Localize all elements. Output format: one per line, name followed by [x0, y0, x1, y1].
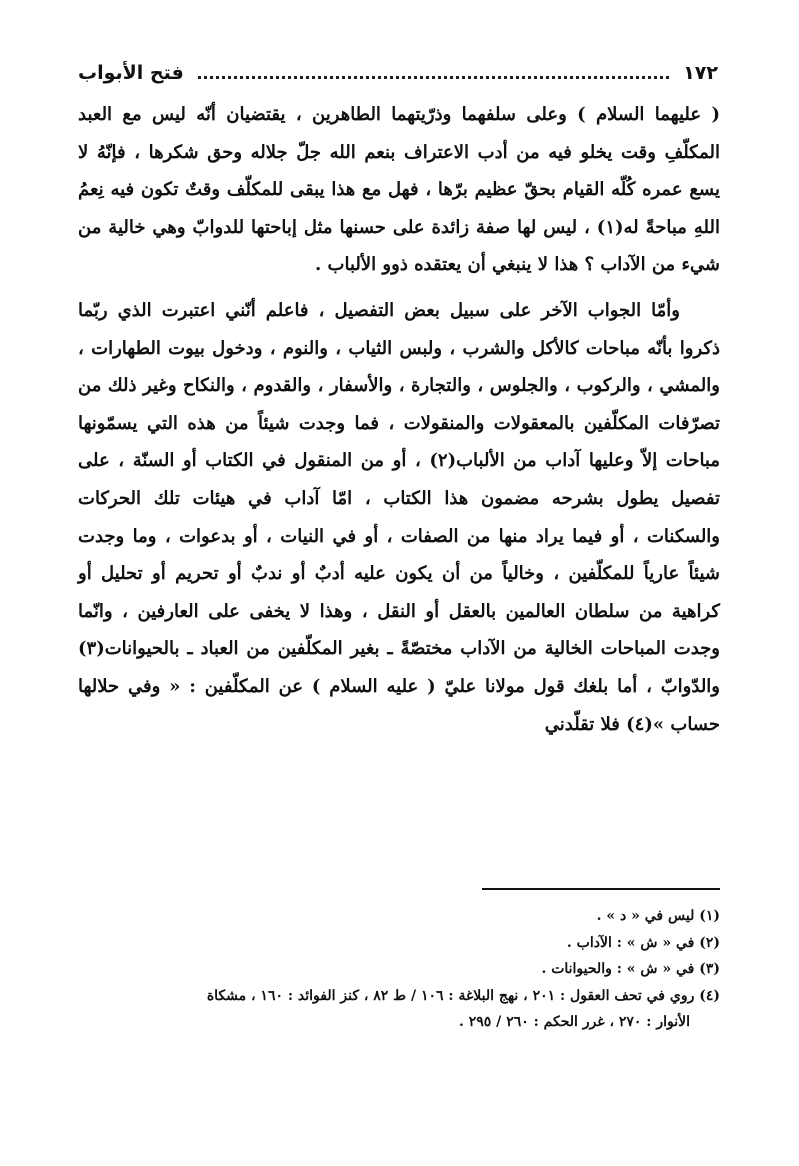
- footnote-separator: [482, 888, 720, 890]
- page-number: ١٧٢: [683, 62, 718, 84]
- footnote-continuation: الأنوار : ٢٧٠ ، غرر الحكم : ٢٦٠ / ٢٩٥ .: [459, 1014, 690, 1030]
- running-header: [78, 58, 718, 88]
- paragraph: ( عليهما السلام ) وعلى سلفهما وذرّيتهما الطاهرين ، يقتضيان أنّه ليس مع العبد المكلّفِ وقت يخلو فيه من أدب الاعتراف بنعم الله جلّ جلاله وحق شكرها ، فإنّهُ لا يسع عمره كُلّه القيام بحقّ عظيم برّها ، فهل مع هذا يبقى للمكلّف وقتٌ تكون فيه نِعمُ اللهِ مباحةً له(١) ، ليس لها صفة زائدة على حسنها مثل إباحتها للدوابّ وهي خالية من شيء من الآداب ؟ هذا لا ينبغي أن يعتقده ذوو الألباب .: [78, 104, 720, 276]
- footnote: (١) ليس في « د » .: [596, 908, 720, 924]
- footnote: (٤) روي في تحف العقول : ٢٠١ ، نهج البلاغة : ١٠٦ / ط ٨٢ ، كنز الفوائد : ١٦٠ ، مشكاة: [206, 987, 720, 1004]
- paragraph: وأمّا الجواب الآخر على سبيل بعض التفصيل ، فاعلم أنّني اعتبرت الذي ربّما ذكروا بأنّه مباحات كالأكل والشرب ، ولبس الثياب ، والنوم ، ودخول بيوت الطهارات ، والمشي ، والركوب ، والجلوس ، والتجارة ، والأسفار ، والقدوم ، والنكاح وغير ذلك من تصرّفات المكلّفين بالمعقولات والمنقولات ، فما وجدت شيئاً من هذه التي يسمّونها مباحات إلاّ وعليها آداب من الألباب(٢) ، أو من المنقول في الكتاب أو السنّة ، على تفصيل يطول بشرحه مضمون هذا الكتاب ، امّا آداب في هيئات تلك الحركات والسكنات ، أو فيما يراد منها من الصفات ، أو في النيات ، أو بدعوات ، وما وجدت شيئاً عارياً للمكلّفين ، وخالياً من أن يكون عليه أدبٌ أو ندبٌ أو تحريم أو تحليل أو كراهية من سلطان العالمين بالعقل أو النقل ، وهذا لا يخفى على العارفين ، وانّما وجدت المباحات الخالية من الآداب مختصّةً ـ بغير المكلّفين من العباد ـ بالحيوانات(٣) والدّوابّ ، أما بلغك قول مولانا عليّ ( عليه السلام ) عن المكلّفين : « وفي حلالها حساب »(٤) فلا تقلّدني: [78, 299, 720, 735]
- footnotes: [78, 903, 720, 1036]
- footnote: (٢) في « ش » : الآداب .: [566, 934, 720, 951]
- footnote: (٣) في « ش » : والحيوانات .: [541, 961, 720, 977]
- book-title: فتح الأبواب: [78, 62, 184, 84]
- header-leader-dots: [198, 76, 669, 79]
- main-text: [78, 96, 720, 743]
